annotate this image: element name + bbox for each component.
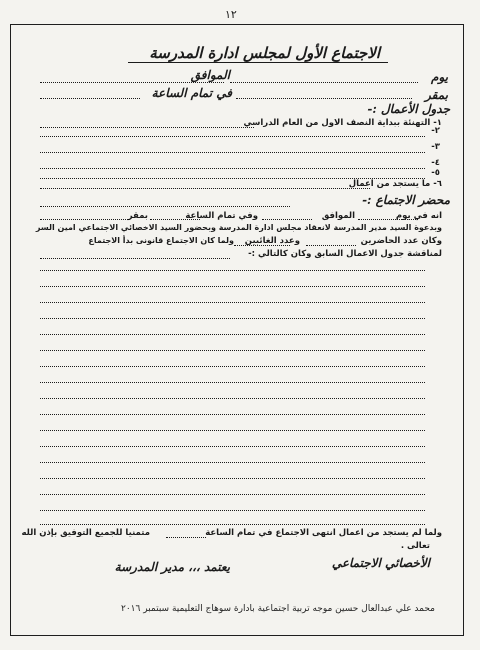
agenda-item-1: ١- التهنئة ببداية النصف الاول من العام الدراسي <box>243 118 442 128</box>
discussion-line[interactable] <box>40 334 425 335</box>
social-specialist-signature: الأخصائي الاجتماعي <box>331 556 430 570</box>
time-label: في تمام الساعة <box>151 86 232 100</box>
agenda-discussion-text: لمناقشة جدول الاعمال السابق وكان كالتالي :- <box>248 249 442 259</box>
discussion-line[interactable] <box>40 318 425 319</box>
time-blank[interactable] <box>40 98 140 99</box>
discussion-blank-0[interactable] <box>40 258 230 259</box>
corresponding-label: الموافق <box>190 68 230 82</box>
day-blank[interactable] <box>230 82 418 83</box>
minutes-invitation-text: وبدعوة السيد مدير المدرسة لانعقاد مجلس ادارة المدرسة وبحضور السيد الاخصائي الاجتماعي امين السر <box>35 223 442 232</box>
discussion-line[interactable] <box>40 366 425 367</box>
discussion-line[interactable] <box>40 286 425 287</box>
closing-time-blank[interactable] <box>166 537 206 538</box>
discussion-line[interactable] <box>40 524 425 525</box>
discussion-line[interactable] <box>40 510 425 511</box>
discussion-line[interactable] <box>40 494 425 495</box>
principal-approval-signature: يعتمد ،،، مدير المدرسة <box>114 560 230 574</box>
agenda-item-4-blank[interactable] <box>40 168 425 169</box>
minutes-day-blank[interactable] <box>358 219 418 220</box>
place-blank[interactable] <box>236 98 412 99</box>
discussion-line[interactable] <box>40 270 425 271</box>
discussion-line[interactable] <box>40 478 425 479</box>
place-label: بمقر <box>425 88 448 102</box>
minutes-time-label: وفي تمام الساعة <box>185 211 258 221</box>
minutes-time-blank[interactable] <box>150 219 200 220</box>
discussion-line[interactable] <box>40 382 425 383</box>
day-label: يوم <box>431 70 448 84</box>
discussion-line[interactable] <box>40 350 425 351</box>
closing-text-c: تعالى . <box>400 541 430 551</box>
page-title: الاجتماع الأول لمجلس ادارة المدرسة <box>149 44 380 62</box>
page-number: ١٢ <box>225 8 237 21</box>
agenda-item-2: ٢- <box>431 126 440 136</box>
minutes-place-blank[interactable] <box>40 219 130 220</box>
agenda-heading: جدول الأعمال :- <box>367 102 450 116</box>
minutes-place-label: بمقر <box>127 211 148 221</box>
discussion-line[interactable] <box>40 302 425 303</box>
minutes-heading: محضر الاجتماع :- <box>362 193 450 207</box>
agenda-item-3: ٣- <box>431 142 440 152</box>
agenda-item-6: ٦- ما يستجد من اعمال <box>348 179 442 189</box>
discussion-line[interactable] <box>40 414 425 415</box>
minutes-date-blank[interactable] <box>262 219 312 220</box>
agenda-item-1-blank[interactable] <box>40 127 254 128</box>
footer-credit: محمد علي عبدالعال حسين موجه تربية اجتماعية بادارة سوهاج التعليمية سبتمبر ٢٠١٦ <box>121 604 435 614</box>
minutes-day-label: انه في يوم <box>395 211 442 221</box>
agenda-item-3-blank[interactable] <box>40 152 425 153</box>
date-blank[interactable] <box>40 82 224 83</box>
minutes-date-label: الموافق <box>321 211 355 221</box>
closing-text-a: ولما لم يستجد من اعمال انتهى الاجتماع في تمام الساعة <box>205 528 442 538</box>
absentees-label: وعدد الغائبين <box>244 236 300 246</box>
discussion-line[interactable] <box>40 430 425 431</box>
closing-text-b: متمنيا للجميع التوفيق بإذن الله <box>21 528 150 538</box>
discussion-line[interactable] <box>40 462 425 463</box>
discussion-line[interactable] <box>40 398 425 399</box>
agenda-item-5: ٥- <box>431 168 440 178</box>
agenda-item-2-blank[interactable] <box>40 136 425 137</box>
attendees-label: وكان عدد الحاضرين <box>360 236 442 246</box>
agenda-item-6-blank[interactable] <box>40 188 370 189</box>
minutes-heading-blank[interactable] <box>40 206 290 207</box>
absentees-blank[interactable] <box>234 245 290 246</box>
attendees-blank[interactable] <box>306 245 356 246</box>
discussion-line[interactable] <box>40 446 425 447</box>
agenda-item-4: ٤- <box>431 158 440 168</box>
title-underline <box>128 62 388 63</box>
quorum-text: ولما كان الاجتماع قانونى بدأ الاجتماع <box>88 236 234 245</box>
